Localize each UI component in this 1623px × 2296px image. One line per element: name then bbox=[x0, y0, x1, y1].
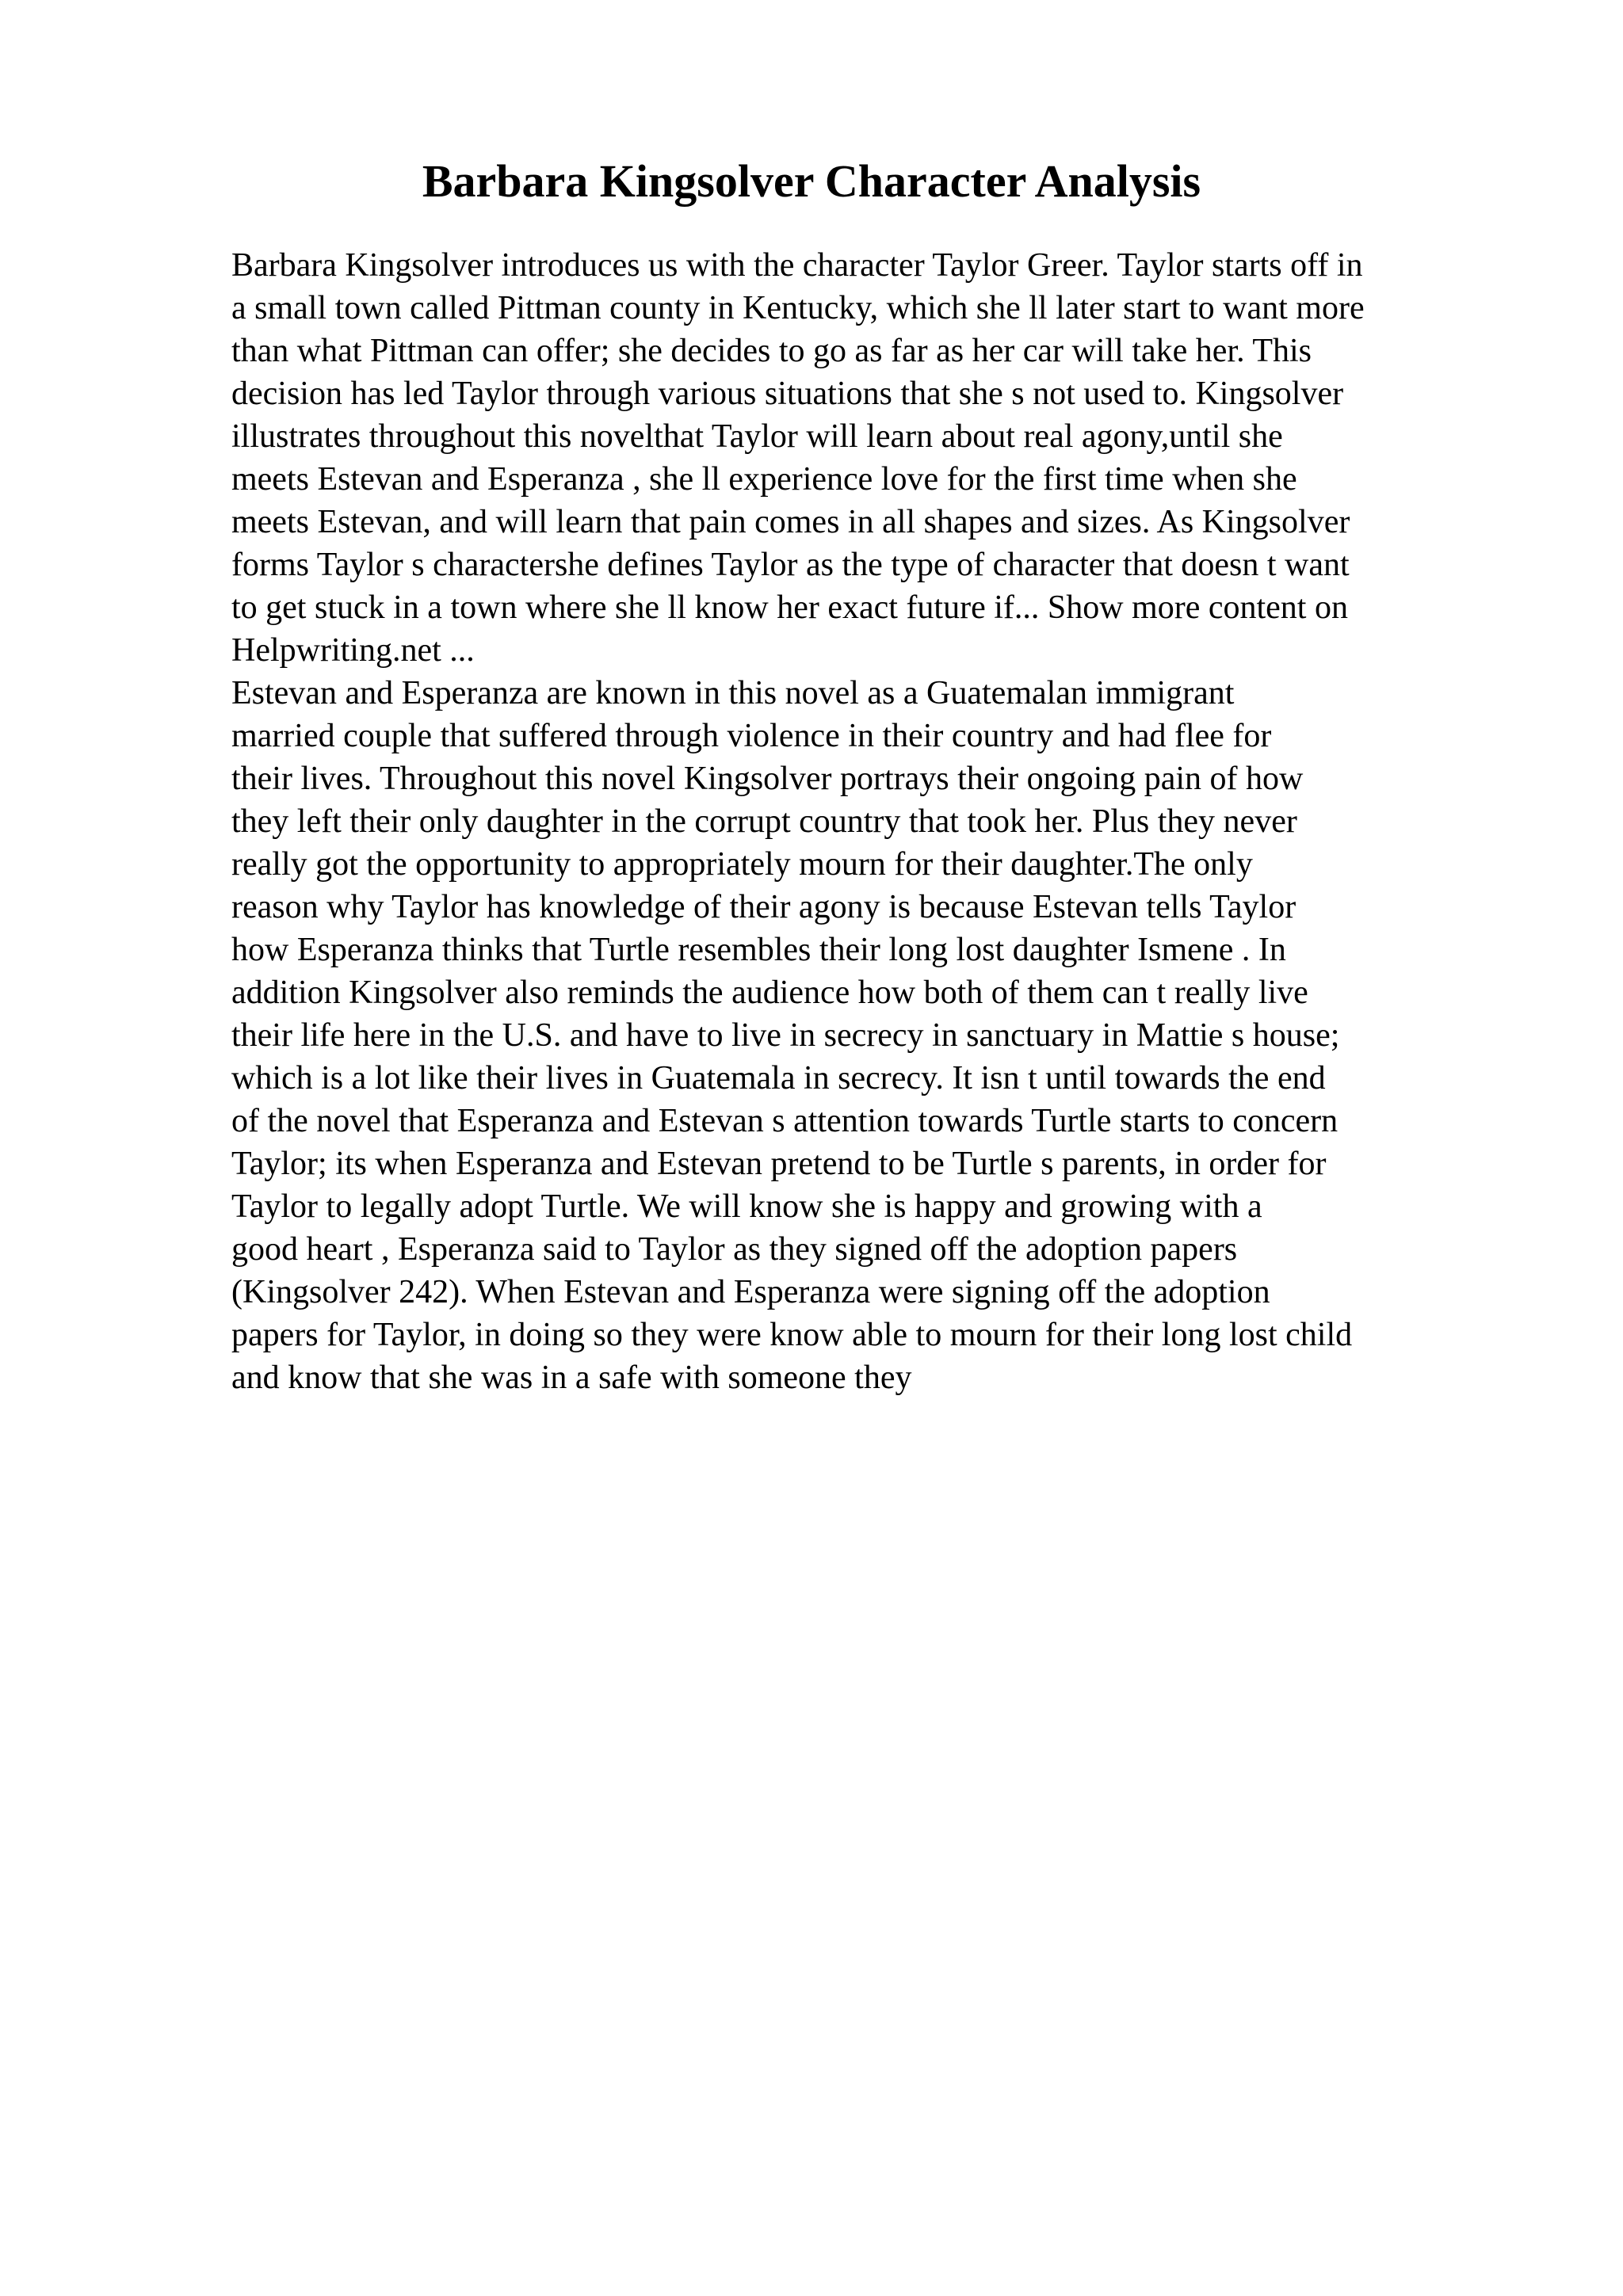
text-line: Taylor to legally adopt Turtle. We will know she is happy and growing with a bbox=[231, 1188, 1262, 1225]
text-line: meets Estevan, and will learn that pain comes in all shapes and sizes. As Kingsolver bbox=[231, 504, 1350, 540]
text-line: illustrates throughout this novelthat Taylor will learn about real agony,until she bbox=[231, 418, 1283, 455]
text-line: to get stuck in a town where she ll know her exact future if... Show more content on bbox=[231, 589, 1348, 626]
text-line: their lives. Throughout this novel Kingsolver portrays their ongoing pain of how bbox=[231, 761, 1304, 797]
document-body bbox=[231, 244, 1499, 1399]
text-line: and know that she was in a safe with someone they bbox=[231, 1360, 912, 1396]
text-line: married couple that suffered through violence in their country and had flee for bbox=[231, 718, 1272, 754]
text-line: Helpwriting.net ... bbox=[231, 632, 475, 669]
text-line: Taylor; its when Esperanza and Estevan pretend to be Turtle s parents, in order for bbox=[231, 1146, 1327, 1182]
page-title: Barbara Kingsolver Character Analysis bbox=[422, 155, 1201, 207]
text-line: (Kingsolver 242). When Estevan and Esperanza were signing off the adoption bbox=[231, 1274, 1270, 1310]
text-line: Barbara Kingsolver introduces us with the character Taylor Greer. Taylor starts off in bbox=[231, 247, 1363, 284]
text-line: of the novel that Esperanza and Estevan s attention towards Turtle starts to concern bbox=[231, 1103, 1338, 1139]
text-line: meets Estevan and Esperanza , she ll experience love for the first time when she bbox=[231, 461, 1297, 498]
text-line: they left their only daughter in the corrupt country that took her. Plus they never bbox=[231, 803, 1297, 840]
text-line: which is a lot like their lives in Guatemala in secrecy. It isn t until towards the end bbox=[231, 1060, 1326, 1097]
text-line: than what Pittman can offer; she decides to go as far as her car will take her. This bbox=[231, 333, 1312, 369]
text-line: good heart , Esperanza said to Taylor as they signed off the adoption papers bbox=[231, 1231, 1238, 1268]
text-line: how Esperanza thinks that Turtle resembles their long lost daughter Ismene . In bbox=[231, 932, 1286, 968]
text-line: a small town called Pittman county in Kentucky, which she ll later start to want more bbox=[231, 290, 1365, 326]
text-line: really got the opportunity to appropriately mourn for their daughter.The only bbox=[231, 846, 1253, 883]
text-line: reason why Taylor has knowledge of their agony is because Estevan tells Taylor bbox=[231, 889, 1296, 925]
text-line: papers for Taylor, in doing so they were know able to mourn for their long lost child bbox=[231, 1317, 1353, 1353]
text-line: decision has led Taylor through various situations that she s not used to. Kingsolver bbox=[231, 376, 1344, 412]
text-line: their life here in the U.S. and have to live in secrecy in sanctuary in Mattie s house; bbox=[231, 1017, 1340, 1054]
text-line: Estevan and Esperanza are known in this novel as a Guatemalan immigrant bbox=[231, 675, 1235, 711]
text-line: addition Kingsolver also reminds the audience how both of them can t really live bbox=[231, 974, 1308, 1011]
text-line: forms Taylor s charactershe defines Taylor as the type of character that doesn t want bbox=[231, 547, 1350, 583]
